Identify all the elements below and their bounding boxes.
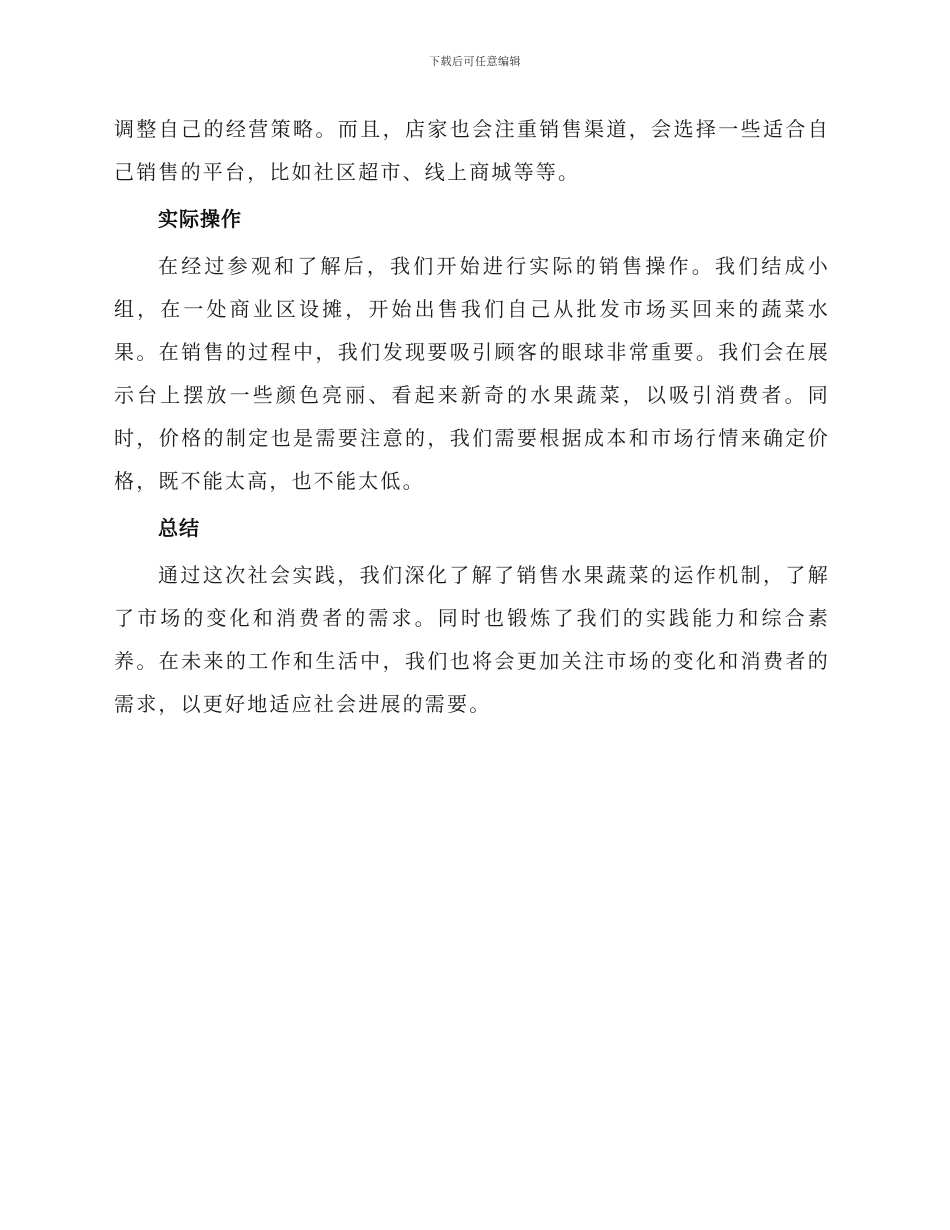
paragraph-practice: 在经过参观和了解后，我们开始进行实际的销售操作。我们结成小组，在一处商业区设摊，开始出售我们自己从批发市场买回来的蔬菜水果。在销售的过程中，我们发现要吸引顾客的眼球非常重要。我们会在展示台上摆放一些颜色亮丽、看起来新奇的水果蔬菜，以吸引消费者。同时，价格的制定也是需要注意的，我们需要根据成本和市场行情来确定价格，既不能太高，也不能太低。	[114, 254, 830, 493]
section-title-practice: 实际操作	[158, 207, 242, 231]
header-note: 下载后可任意编辑	[429, 55, 521, 68]
paragraph-summary: 通过这次社会实践，我们深化了解了销售水果蔬菜的运作机制，了解了市场的变化和消费者的需求。同时也锻炼了我们的实践能力和综合素养。在未来的工作和生活中，我们也将会更加关注市场的变化和消费者的需求，以更好地适应社会进展的需要。	[114, 563, 830, 716]
paragraph-sales-strategy: 调整自己的经营策略。而且，店家也会注重销售渠道，会选择一些适合自己销售的平台，比如社区超市、线上商城等等。	[114, 117, 830, 184]
document-body	[114, 108, 830, 726]
section-title-summary: 总结	[158, 516, 200, 540]
